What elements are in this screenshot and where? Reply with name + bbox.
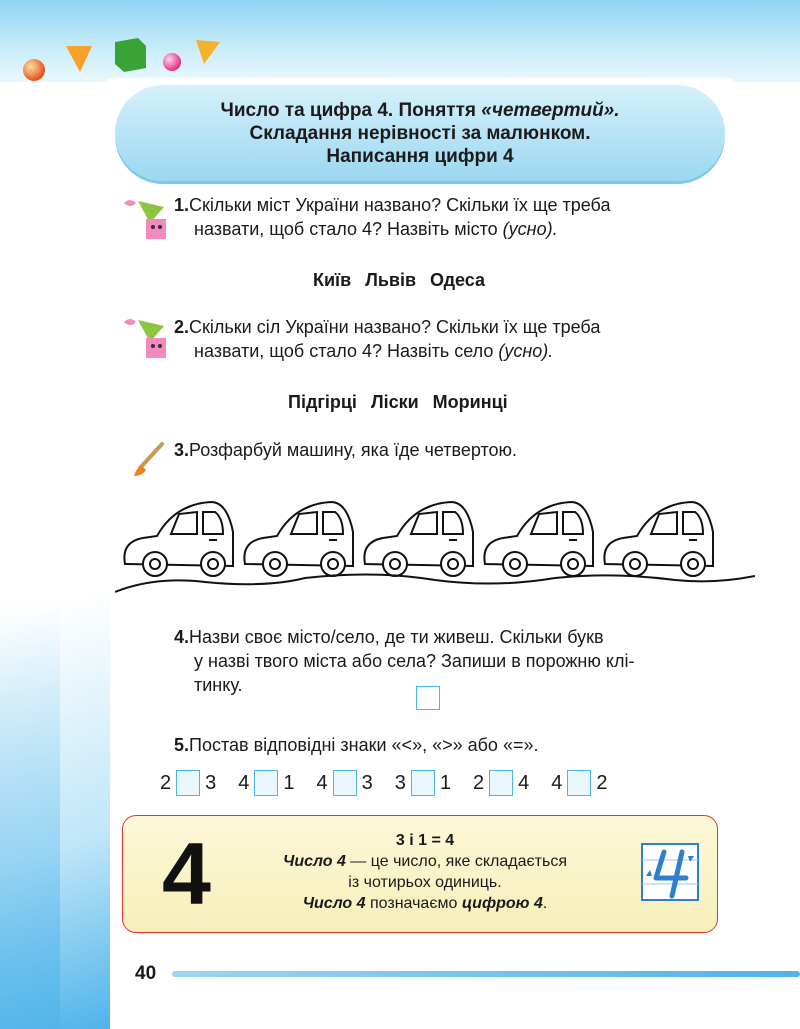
inequality-row xyxy=(160,770,630,796)
inequality-5: 2 4 xyxy=(473,770,529,796)
yellow-pyramid-icon xyxy=(196,40,220,64)
car-2 xyxy=(244,502,353,576)
village-names: Підгірці Ліски Моринці xyxy=(288,392,508,412)
digit-writing-icon xyxy=(638,840,702,904)
inequality-4: 3 1 xyxy=(395,770,451,796)
sign-box[interactable] xyxy=(333,770,357,796)
task-3: 3.Розфарбуй машину, яка їде четвертою. xyxy=(174,440,518,460)
car-4 xyxy=(484,502,593,576)
inequality-1: 2 3 xyxy=(160,770,216,796)
talk-puppets-icon xyxy=(120,193,172,243)
sign-box[interactable] xyxy=(411,770,435,796)
car-1 xyxy=(124,502,233,576)
sign-box[interactable] xyxy=(254,770,278,796)
car-5 xyxy=(604,502,713,576)
sign-box[interactable] xyxy=(489,770,513,796)
lesson-title xyxy=(115,85,725,181)
inequality-6: 4 2 xyxy=(551,770,607,796)
green-cube-icon xyxy=(115,38,146,72)
decor-shapes xyxy=(20,34,230,86)
talk-puppets-icon xyxy=(120,312,172,362)
sign-box[interactable] xyxy=(567,770,591,796)
page-number: 40 xyxy=(135,963,157,984)
cars-illustration xyxy=(115,492,755,602)
inequality-3: 4 3 xyxy=(317,770,373,796)
title-line-1: Число та цифра 4. Поняття «четвертий». xyxy=(220,99,620,121)
title-line-2: Складання нерівності за малюнком. xyxy=(249,122,591,144)
task-2: 2.Скільки сіл України названо? Скільки їх ще треба назвати, щоб стало 4? Назвіть село (усно). xyxy=(174,317,601,361)
rule-text: 3 і 1 = 4 Число 4 — це число, яке складається із чотирьох одиниць. Число 4 позначаємо цифрою 4. xyxy=(283,832,567,912)
yellow-cone-icon xyxy=(66,46,92,72)
city-names: Київ Львів Одеса xyxy=(313,270,486,290)
task-5: 5.Постав відповідні знаки «<», «>» або «=». xyxy=(174,735,539,755)
footer-line xyxy=(172,971,800,977)
car-3 xyxy=(364,502,473,576)
pink-sphere-icon xyxy=(163,53,181,71)
title-line-3: Написання цифри 4 xyxy=(326,145,514,167)
task-1: 1.Скільки міст України названо? Скільки їх ще треба назвати, щоб стало 4? Назвіть місто (усно). xyxy=(174,195,611,239)
inequality-2: 4 1 xyxy=(238,770,294,796)
left-decor-band-bottom xyxy=(0,600,60,1029)
orange-sphere-icon xyxy=(23,59,45,81)
sign-box[interactable] xyxy=(176,770,200,796)
big-digit: 4 xyxy=(162,824,211,923)
task-4: 4.Назви своє місто/село, де ти живеш. Скільки букв у назві твого міста або села? Запиши в порожню клі- тинку. xyxy=(174,627,635,695)
paintbrush-icon xyxy=(128,440,168,480)
letter-count-box[interactable] xyxy=(416,686,440,710)
